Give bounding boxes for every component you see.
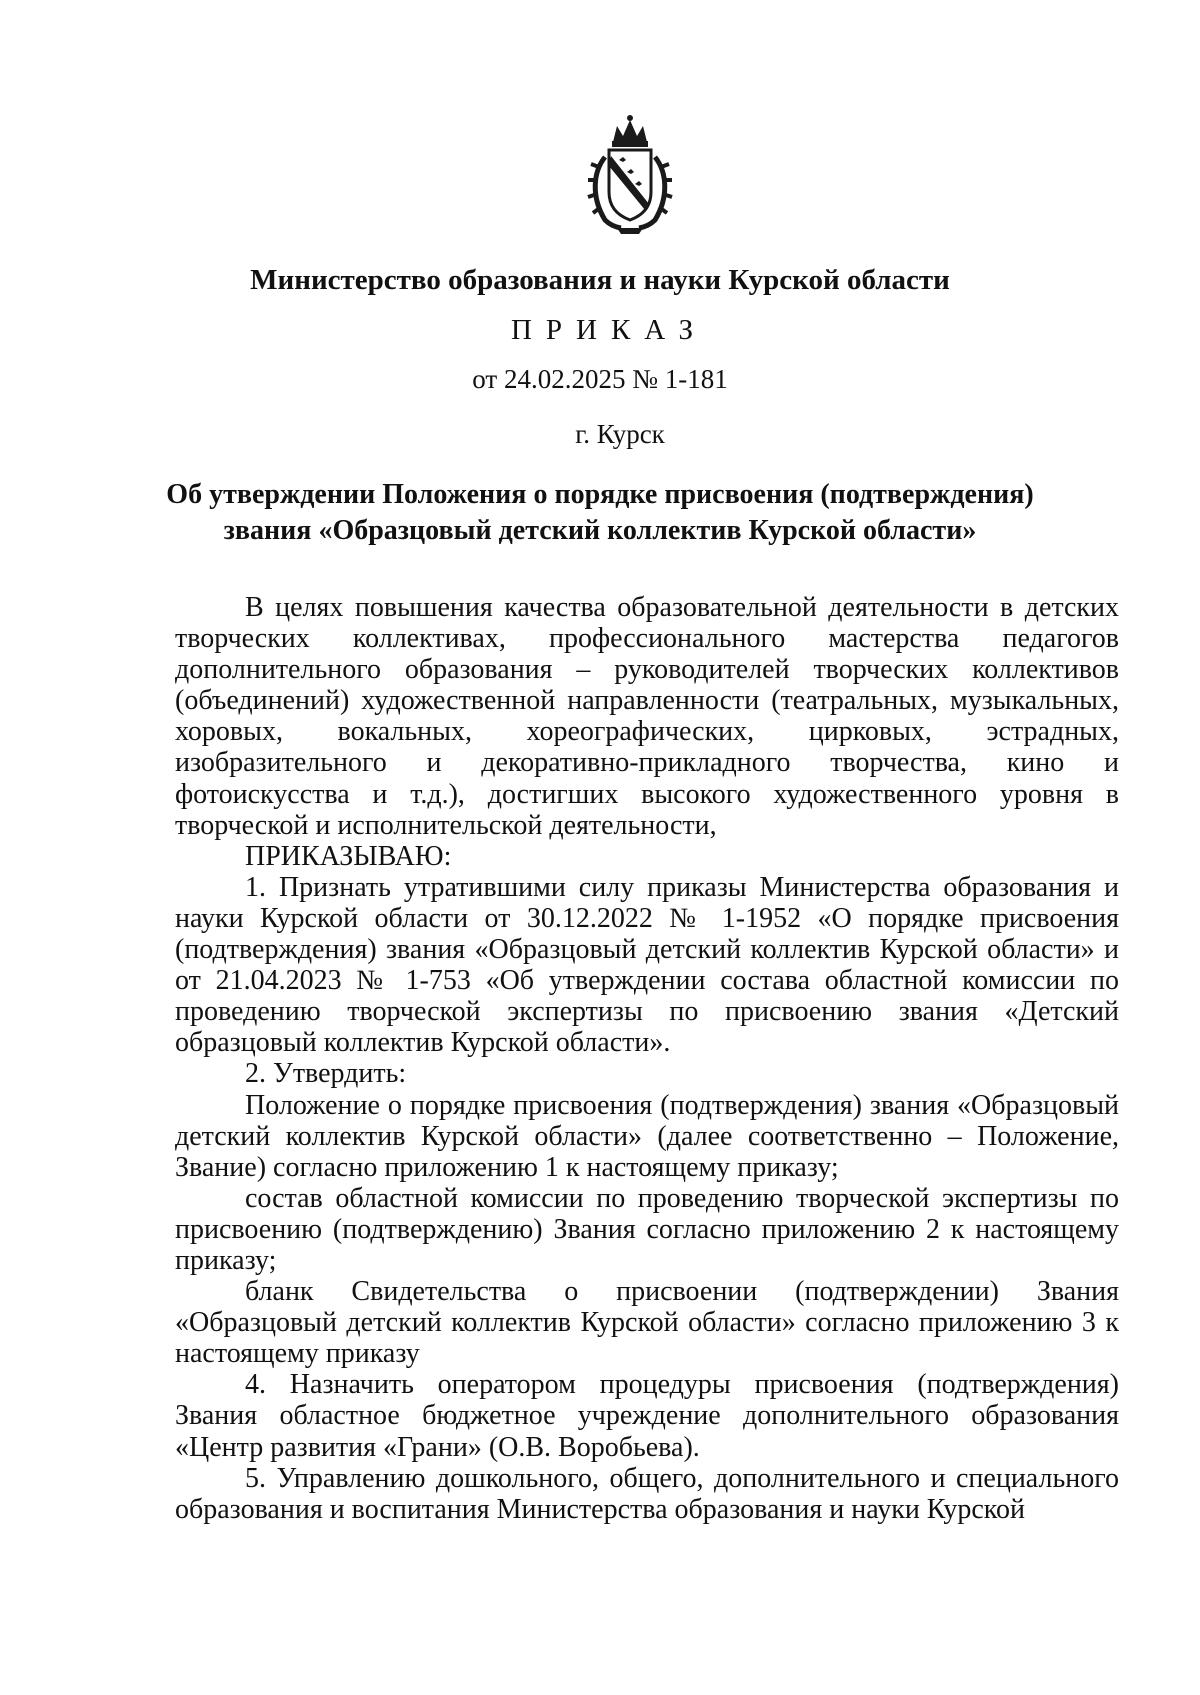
- order-item-4: 4. Назначить оператором процедуры присвоения (подтверждения) Звания областное бюджетное учреждение дополнительного образования «Центр развития «Грани» (О.В. Воробьева).: [175, 1369, 1119, 1463]
- order-item-2-position: Положение о порядке присвоения (подтверждения) звания «Образцовый детский коллектив Курской области» (далее соответственно – Положение, Звание) согласно приложению 1 к настоящему приказу;: [175, 1089, 1119, 1183]
- order-city: г. Курск: [575, 419, 665, 449]
- order-item-5: 5. Управлению дошкольного, общего, дополнительного и специального образования и воспитания Министерства образования и науки Курской: [175, 1462, 1119, 1525]
- kursk-oblast-coat-of-arms-icon: [575, 112, 685, 237]
- document-title-line-1: Об утверждении Положения о порядке присвоения (подтверждения): [166, 479, 1034, 510]
- order-heading: ПРИКАЗ: [510, 314, 708, 346]
- ministry-name: Министерство образования и науки Курской области: [250, 264, 950, 296]
- order-item-2-commission: состав областной комиссии по проведению творческой экспертизы по присвоению (подтверждению) Звания согласно приложению 2 к настоящему приказу;: [175, 1182, 1119, 1276]
- preamble-paragraph: В целях повышения качества образовательной деятельности в детских творческих коллективах, профессионального мастерства педагогов дополнительного образования – руководителей творческих коллективов (объединений) художественной направленности (театральных, музыкальных, хоровых, вокальных, хореографических, цирковых, эстрадных, изобразительного и декоративно-прикладного творчества, кино и фотоискусства и т.д.), достигших высокого художественного уровня в творческой и исполнительской деятельности,: [175, 592, 1119, 841]
- document-title-line-2: звания «Образцовый детский коллектив Курской области»: [223, 515, 977, 546]
- document-title: [150, 477, 1050, 549]
- order-date-number: от 24.02.2025 № 1-181: [472, 364, 728, 394]
- order-item-2: 2. Утвердить:: [245, 1058, 407, 1090]
- document-body: [175, 592, 1119, 1525]
- order-item-2-certificate: бланк Свидетельства о присвоении (подтверждении) Звания «Образцовый детский коллектив Курской области» согласно приложению 3 к настоящему приказу: [175, 1276, 1119, 1370]
- order-verb: ПРИКАЗЫВАЮ:: [245, 840, 452, 872]
- order-item-1: 1. Признать утратившими силу приказы Министерства образования и науки Курской области от 30.12.2022 № 1-1952 «О порядке присвоения (подтверждения) звания «Образцовый детский коллектив Курской области» и от 21.04.2023 № 1-753 «Об утверждении состава областной комиссии по проведению творческой экспертизы по присвоению звания «Детский образцовый коллектив Курской области».: [175, 871, 1119, 1059]
